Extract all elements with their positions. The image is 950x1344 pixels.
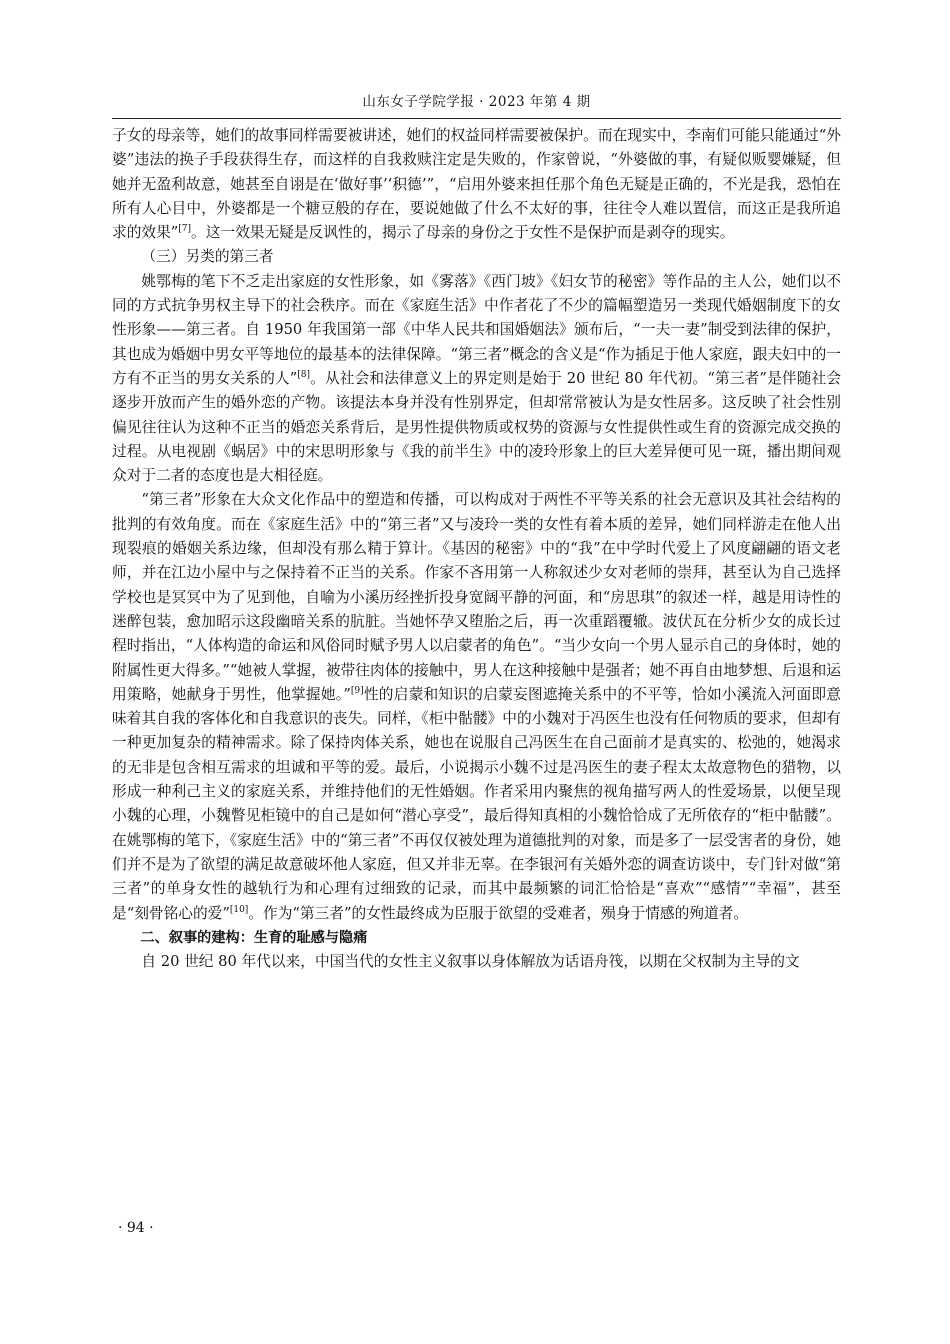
citation-ref: [8] xyxy=(297,369,311,380)
paragraph-text-tail: 性的启蒙和知识的启蒙妄图遮掩关系中的不平等，恰如小溪流入河面即意味着其自我的客体化和自我意识的丧失。同样，《柜中骷髅》中的小魏对于冯医生也没有任何物质的要求，但却有一种更加复杂的精神需求。除了保持肉体关系，她也在说服自己冯医生在自己面前才是真实的、松弛的，她渴求的无非是包含相互需求的坦诚和平等的爱。最后，小说揭示小魏不过是冯医生的妻子程太太故意物色的猎物，以形成一种利己主义的家庭关系，并维持他们的无性婚姻。作者采用内聚焦的视角描写两人的性爱场景，以便呈现小魏的心理，小魏瞥见柜镜中的自己是如何“潜心享受”，最后得知真相的小魏恰恰成了无所依存的“柜中骷髅”。在姚鄂梅的笔下，《家庭生活》中的“第三者”不再仅仅被处理为道德批判的对象，而是多了一层受害者的身份，她们并不是为了欲望的满足故意破坏他人家庭，但又并非无辜。在李银河有关婚外恋的调查访谈中，专门针对做“第三者”的单身女性的越轨行为和心理有过细致的记录，而其中最频繁的词汇恰恰是“喜欢”“感情”“幸福”，甚至是“刻骨铭心的爱” xyxy=(112,685,841,922)
paragraph: 自 20 世纪 80 年代以来，中国当代的女性主义叙事以身体解放为话语舟筏，以期在父权制为主导的文 xyxy=(141,953,800,971)
citation-ref: [9] xyxy=(350,685,364,696)
paragraph-continued xyxy=(112,124,841,245)
paragraph-text: “第三者”形象在大众文化作品中的塑造和传播，可以构成对于两性不平等关系的社会无意识及其社会结构的批判的有效角度。而在《家庭生活》中的“第三者”又与凌玲一类的女性有着本质的差异，她们同样游走在他人出现裂痕的婚姻关系边缘，但却没有那么精于算计。《基因的秘密》中的“我”在中学时代爱上了风度翩翩的语文老师，并在江边小屋中与之保持着不正当的关系。作家不吝用第一人称叙述少女对老师的崇拜，甚至认为自己选择学校也是冥冥中为了见到他，自喻为小溪历经挫折投身宽阔平静的河面，和“房思琪”的叙述一样，越是用诗性的迷醉包装，愈加昭示这段幽暗关系的肮脏。当她怀孕又堕胎之后，再一次重蹈覆辙。波伏瓦在分析少女的成长过程时指出，“人体构造的命运和风俗同时赋予男人以启蒙者的角色”。“当少女向一个男人显示自己的身体时，她的附属性更大得多。”“她被人掌握，被带往肉体的接触中，男人在这种接触中是强者；她不再自由地梦想、后退和运用策略，她献身于男性，他掌握她。” xyxy=(112,491,841,703)
paragraph-text-tail: 。作为“第三者”的女性最终成为臣服于欲望的受难者，殒身于情感的殉道者。 xyxy=(248,904,749,922)
running-title: 山东女子学院学报 · 2023 年第 4 期 xyxy=(362,94,591,110)
paragraph-text-tail: 。从社会和法律意义上的界定则是始于 20 世纪 80 年代初。“第三者”是伴随社会逐步开放而产生的婚外恋的产物。该提法本身并没有性别界定，但却常常被认为是女性居多。这反映了社会性别偏见往往认为这种不正当的婚恋关系背后，是男性提供物质或权势的资源与女性提供性或生育的资源完成交换的过程。从电视剧《蜗居》中的宋思明形象与《我的前半生》中的凌玲形象上的巨大差异便可见一斑，播出期间观众对于二者的态度也是大相径庭。 xyxy=(112,369,842,485)
header-rule xyxy=(112,118,841,119)
paragraph-text-tail: 。这一效果无疑是反讽性的，揭示了母亲的身份之于女性不是保护而是剥夺的现实。 xyxy=(191,224,735,242)
subsection-heading: （三）另类的第三者 xyxy=(141,248,274,266)
citation-ref: [10] xyxy=(229,904,249,915)
paragraph xyxy=(112,270,841,489)
page-number: · 94 · xyxy=(118,1220,154,1236)
paragraph xyxy=(112,488,841,925)
citation-ref: [7] xyxy=(178,224,192,235)
paragraph-text: 姚鄂梅的笔下不乏走出家庭的女性形象，如《雾落》《西门坡》《妇女节的秘密》等作品的主人公，她们以不同的方式抗争男权主导下的社会秩序。而在《家庭生活》中作者花了不少的篇幅塑造另一类现代婚姻制度下的女性形象——第三者。自 1950 年我国第一部《中华人民共和国婚姻法》颁布后，“一夫一妻”制受到法律的保护，其也成为婚姻中男女平等地位的最基本的法律保障。“第三者”概念的含义是“作为插足于他人家庭，跟夫妇中的一方有不正当的男女关系的人” xyxy=(112,272,841,387)
section-heading: 二、叙事的建构：生育的耻感与隐痛 xyxy=(140,929,368,946)
article-body xyxy=(112,124,841,974)
paragraph-text: 子女的母亲等，她们的故事同样需要被讲述，她们的权益同样需要被保护。而在现实中，李南们可能只能通过“外婆”违法的换子手段获得生存，而这样的自我救赎注定是失败的，作家曾说，“外婆做的事，有疑似贩婴嫌疑，但她并无盈利故意，她甚至自诩是在‘做好事’‘积德’”，“启用外婆来担任那个角色无疑是正确的，不光是我，恐怕在所有人心目中，外婆都是一个糖豆般的存在，要说她做了什么不太好的事，往往令人难以置信，而这正是我所追求的效果” xyxy=(112,127,841,242)
